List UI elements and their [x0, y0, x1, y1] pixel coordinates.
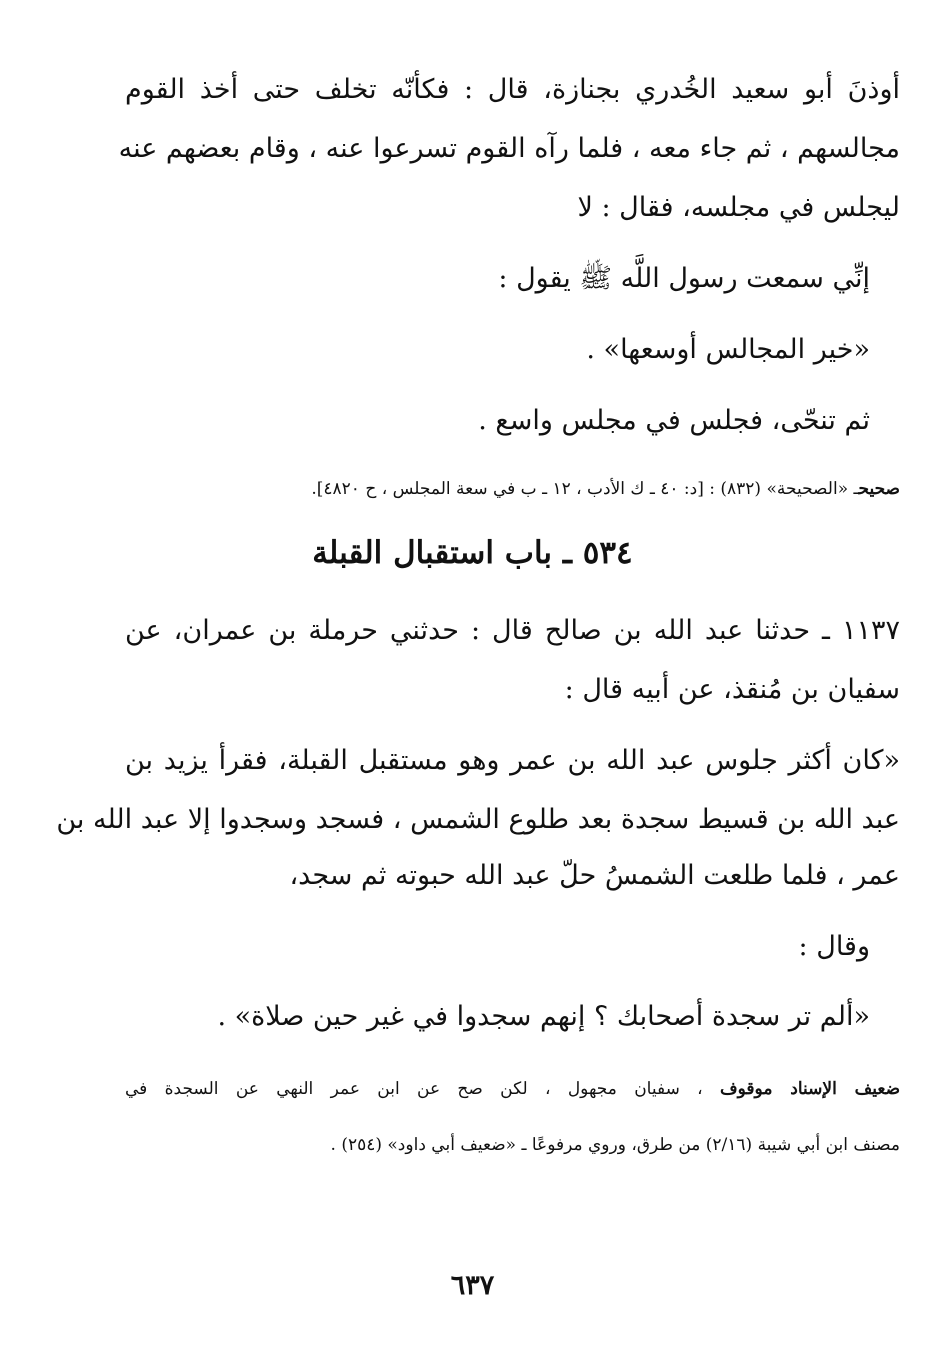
quote-line: «خير المجالس أوسعها» .: [586, 334, 870, 365]
paragraph-line: ليجلس في مجلسه، فقال : لا: [577, 192, 900, 223]
page-number: ٦٣٧: [450, 1270, 495, 1301]
paragraph-line: سفيان بن مُنقذ، عن أبيه قال :: [564, 674, 900, 705]
hadith-grading-note-line: مصنف ابن أبي شيبة (٢/١٦) من طرق، وروي مرفوعًا ـ «ضعيف أبي داود» (٢٥٤) .: [330, 1135, 900, 1155]
quote-line: إنِّي سمعت رسول اللَّه ﷺ يقول :: [498, 263, 870, 294]
grade-label: صحيح: [858, 479, 900, 499]
hadith-grading-note: [125, 1076, 900, 1102]
paragraph-line: مجالسهم ، ثم جاء معه ، فلما رآه القوم تسرعوا عنه ، وقام بعضهم عنه: [118, 133, 900, 164]
paragraph-line: أوذنَ أبو سعيد الخُدري بجنازة، قال : فكأنّه تخلف حتى أخذ القوم: [125, 74, 900, 105]
paragraph-line: ١١٣٧ ـ حدثنا عبد الله بن صالح قال : حدثني حرملة بن عمران، عن: [125, 615, 900, 646]
quote-line: عبد الله بن قسيط سجدة بعد طلوع الشمس ، فسجد وسجدوا إلا عبد الله بن: [56, 804, 900, 835]
quote-line: عمر ، فلما طلعت الشمسُ حلّ عبد الله حبوته ثم سجد،: [289, 860, 900, 891]
grade-source: ، سفيان مجهول ، لكن صح عن ابن عمر النهي عن السجدة في: [125, 1079, 703, 1099]
quote-line: ثم تنحّى، فجلس في مجلس واسع .: [478, 405, 870, 436]
grade-label: ضعيف الإسناد موقوف: [720, 1079, 901, 1099]
quote-line: «كان أكثر جلوس عبد الله بن عمر وهو مستقبل القبلة، فقرأ يزيد بن: [125, 745, 900, 776]
chapter-heading: ٥٣٤ ـ باب استقبال القبلة: [312, 535, 633, 571]
hadith-grading-note: [311, 476, 900, 502]
quote-line: «ألم تر سجدة أصحابك ؟ إنهم سجدوا في غير حين صلاة» .: [217, 1001, 870, 1032]
grade-source: ـ «الصحيحة» (٨٣٢) : [د: ٤٠ ـ ك الأدب ، ١٢ ـ ب في سعة المجلس ، ح ٤٨٢٠].: [311, 479, 859, 499]
quote-line: وقال :: [798, 931, 870, 962]
